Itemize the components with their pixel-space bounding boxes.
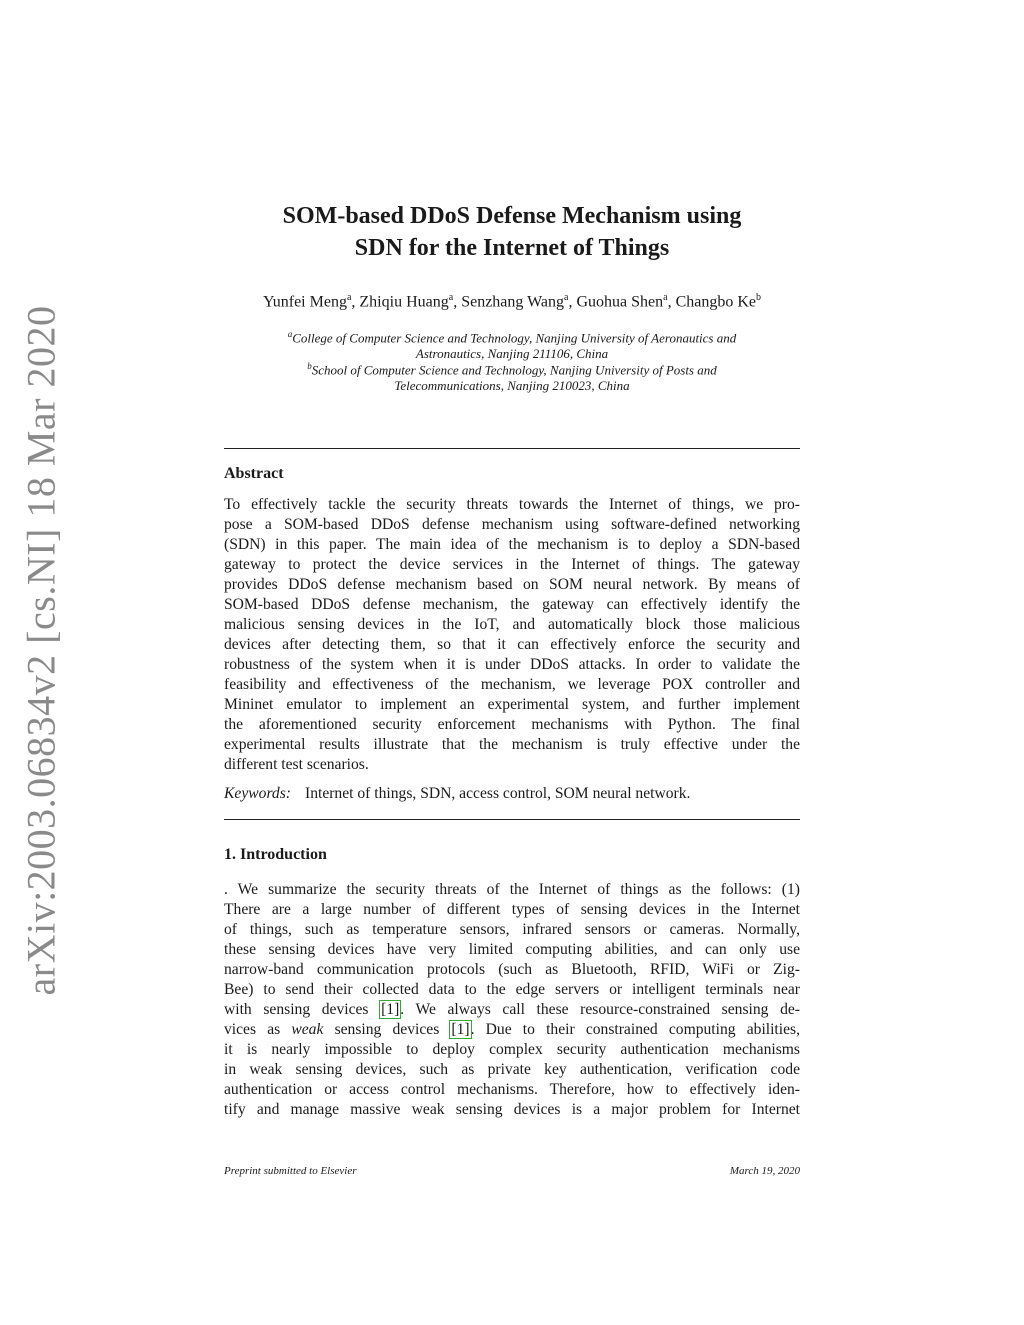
intro-line-with-citation	[224, 1000, 800, 1020]
author-name: Changbo Ke	[675, 293, 757, 311]
affiliation-mark: a	[287, 329, 293, 339]
introduction-heading: 1. Introduction	[224, 846, 327, 863]
abstract-line: (SDN) in this paper. The main idea of the mechanism is to deploy a SDN-based	[224, 536, 800, 553]
footer-date: March 19, 2020	[729, 1165, 800, 1177]
intro-line: in weak sensing devices, such as private key authentication, verification code	[224, 1061, 800, 1078]
intro-emphasis: weak	[291, 1021, 324, 1038]
abstract-line: the aforementioned security enforcement mechanisms with Python. The final	[224, 716, 800, 733]
intro-text: . We always call these resource-constrained sensing de-	[400, 1001, 800, 1018]
author-affiliation-mark: a	[448, 292, 454, 303]
intro-text: sensing devices	[323, 1021, 451, 1038]
arxiv-identifier-text: arXiv:2003.06834v2 [cs.NI] 18 Mar 2020	[18, 305, 64, 995]
abstract-line: To effectively tackle the security threats towards the Internet of things, we pro-	[224, 496, 800, 513]
affiliation-a	[224, 326, 800, 362]
abstract-line: pose a SOM-based DDoS defense mechanism using software-defined networking	[224, 516, 800, 533]
abstract-top-rule	[224, 448, 800, 449]
intro-line: these sensing devices have very limited computing abilities, and can only use	[224, 941, 800, 958]
author-list: Yunfei Meng$^a$, Zhiqiu Huang$^a$, Senzhang Wang$^a$, Guohua Shen$^a$, Changbo Ke$^b$	[262, 292, 762, 311]
abstract-line: robustness of the system when it is under DDoS attacks. In order to validate the	[224, 656, 800, 673]
affiliation-text: College of Computer Science and Technology, Nanjing University of Aeronautics and	[292, 330, 737, 346]
citation-link[interactable]: [1]	[381, 1001, 400, 1018]
abstract-line: Mininet emulator to implement an experimental system, and further implement	[224, 696, 800, 713]
abstract-line: different test scenarios.	[224, 756, 369, 773]
keywords-text: Internet of things, SDN, access control, SOM neural network.	[305, 785, 691, 802]
author-name: Guohua Shen	[576, 293, 664, 311]
abstract-line: devices after detecting them, so that it can effectively enforce the security and	[224, 636, 800, 653]
affiliation-text: Astronautics, Nanjing 211106, China	[415, 346, 609, 362]
arxiv-identifier-stamp	[6, 305, 76, 995]
abstract-heading: Abstract	[224, 465, 284, 482]
affiliation-text: School of Computer Science and Technology, Nanjing University of Posts and	[311, 362, 717, 378]
intro-line: of things, such as temperature sensors, infrared sensors or cameras. Normally,	[224, 921, 800, 938]
abstract-line: malicious sensing devices in the IoT, and automatically block those malicious	[224, 616, 800, 633]
intro-line: Bee) to send their collected data to the edge servers or intelligent terminals near	[224, 981, 800, 998]
keywords-label: Keywords:	[224, 785, 291, 802]
intro-line: There are a large number of different types of sensing devices in the Internet	[224, 901, 800, 918]
title-line-2: SDN for the Internet of Things	[354, 235, 670, 261]
author-affiliation-mark: b	[756, 292, 762, 303]
intro-line: tify and manage massive weak sensing devices is a major problem for Internet	[224, 1101, 800, 1118]
footer-preprint-note: Preprint submitted to Elsevier	[224, 1165, 357, 1177]
intro-line: authentication or access control mechanisms. Therefore, how to effectively iden-	[224, 1081, 800, 1098]
introduction-body	[224, 880, 800, 1120]
citation-link[interactable]: [1]	[451, 1021, 470, 1038]
author-affiliation-mark: a	[663, 292, 668, 303]
keywords	[224, 785, 800, 803]
affiliation-text: Telecommunications, Nanjing 210023, China	[394, 378, 630, 394]
intro-text: vices as	[224, 1021, 292, 1038]
abstract-bottom-rule	[224, 819, 800, 820]
abstract-line: feasibility and effectiveness of the mechanism, we leverage POX controller and	[224, 676, 800, 693]
title-line-1: SOM-based DDoS Defense Mechanism using	[282, 203, 742, 229]
author-name: Senzhang Wang	[461, 293, 565, 311]
affiliation-mark: b	[307, 361, 312, 371]
author-name: Yunfei Meng	[262, 293, 347, 311]
author-affiliation-mark: a	[346, 292, 352, 303]
abstract-line: experimental results illustrate that the mechanism is truly effective under the	[224, 736, 800, 753]
abstract-line: gateway to protect the device services in the Internet of things. The gateway	[224, 556, 800, 573]
intro-text: with sensing devices	[224, 1001, 381, 1018]
abstract-body	[224, 495, 800, 775]
author-affiliation-mark: a	[564, 292, 569, 303]
affiliation-b	[224, 358, 800, 394]
abstract-line: provides DDoS defense mechanism based on SOM neural network. By means of	[224, 576, 800, 593]
intro-line-with-citation	[224, 1020, 800, 1040]
intro-line: narrow-band communication protocols (such as Bluetooth, RFID, WiFi or Zig-	[224, 961, 800, 978]
intro-text: . Due to their constrained computing abilities,	[470, 1021, 800, 1038]
intro-line: it is nearly impossible to deploy complex security authentication mechanisms	[224, 1041, 800, 1058]
abstract-line: SOM-based DDoS defense mechanism, the gateway can effectively identify the	[224, 596, 800, 613]
author-name: Zhiqiu Huang	[359, 293, 449, 311]
paper-title	[224, 200, 800, 264]
intro-line: . We summarize the security threats of the Internet of things as the follows: (1)	[224, 881, 800, 898]
